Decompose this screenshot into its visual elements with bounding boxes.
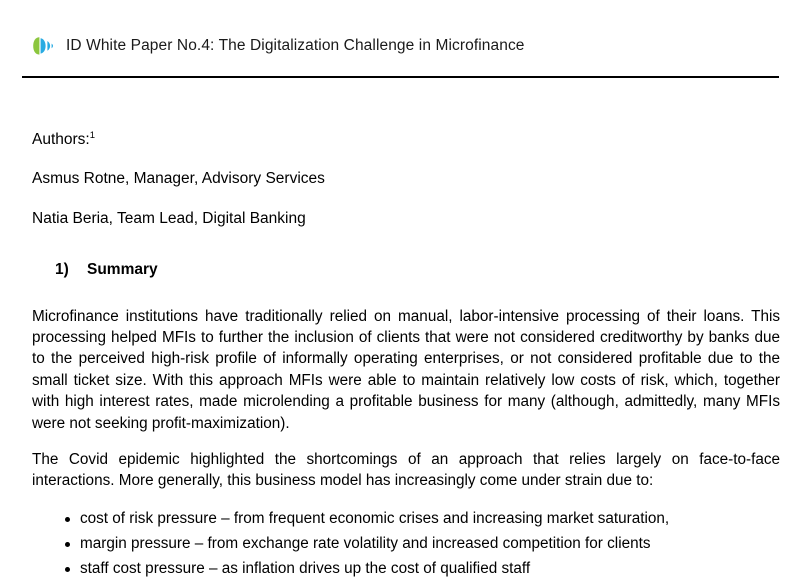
document-header [0,0,800,62]
list-item: margin pressure – from exchange rate volatility and increased competition for clients [32,534,780,555]
document-body [32,130,780,584]
authors-label-text: Authors: [32,131,90,148]
authors-footnote-marker: 1 [89,129,96,141]
author-entry: Natia Beria, Team Lead, Digital Banking [32,209,306,227]
section-heading-summary [32,260,780,279]
list-item: staff cost pressure – as inflation drives up the cost of qualified staff [32,559,780,580]
pressure-bullet-list [32,509,780,580]
summary-paragraph: Microfinance institutions have traditionally relied on manual, labor-intensive processing of their loans. This processing helped MFIs to further the inclusion of clients that were not considered creditworthy by banks due to the perceived high-risk profile of informally operating enterprises, or not considered profitable due to the small ticket size. With this approach MFIs were able to maintain relatively low costs of risk, which, together with high interest rates, made microlending a profitable business for many (although, admittedly, many MFIs were not seeking profit-maximization). [32,307,780,432]
id-brand-logo-icon [32,36,54,56]
section-number: 1) [55,261,69,279]
document-title: ID White Paper No.4: The Digitalization Challenge in Microfinance [66,37,525,54]
summary-paragraph: The Covid epidemic highlighted the shortcomings of an approach that relies largely on face-to-face interactions. More generally, this business model has increasingly come under strain due to: [32,450,780,490]
header-divider [22,76,779,78]
list-item: cost of risk pressure – from frequent economic crises and increasing market saturation, [32,509,780,530]
author-entry: Asmus Rotne, Manager, Advisory Services [32,170,325,188]
authors-label [32,130,780,149]
section-title: Summary [87,261,158,279]
